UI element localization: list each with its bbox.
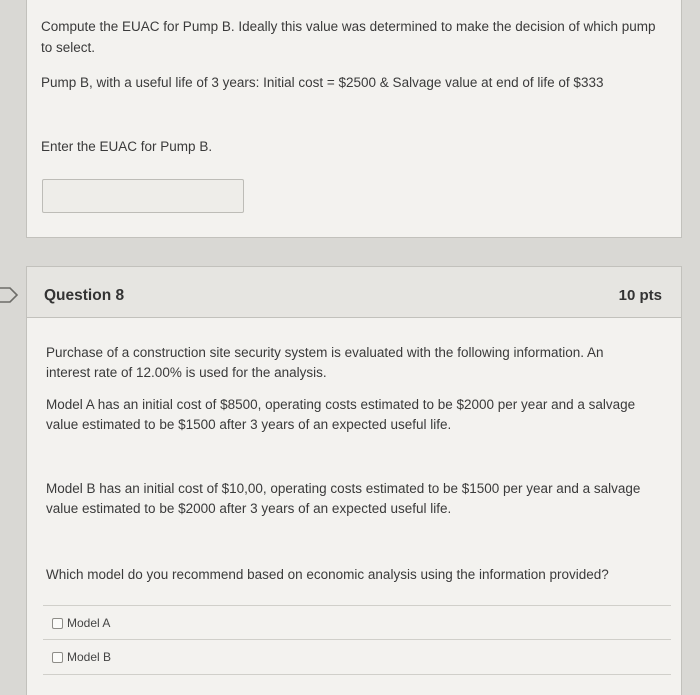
question-details: Pump B, with a useful life of 3 years: Initial cost = $2500 & Salvage value at end of life of $333	[41, 75, 604, 90]
checkbox[interactable]	[52, 618, 63, 629]
answer-prompt: Enter the EUAC for Pump B.	[41, 139, 213, 154]
divider	[43, 639, 671, 640]
current-question-flag-icon	[0, 287, 20, 303]
model-b-description: Model B has an initial cost of $10,00, operating costs estimated to be $1500 per year and a salvage value estimated to be $2000 after 3 years of an expected useful life.	[46, 481, 641, 516]
question-header	[27, 267, 681, 318]
option-label: Model B	[67, 650, 112, 664]
question-points: 10 pts	[618, 287, 662, 304]
question-ask: Which model do you recommend based on economic analysis using the information provided?	[46, 567, 609, 582]
question-title: Question 8	[44, 287, 125, 304]
question-8-card	[26, 266, 682, 695]
question-text: Compute the EUAC for Pump B. Ideally this value was determined to make the decision of which pump to select.	[41, 19, 656, 55]
divider	[43, 605, 671, 606]
euac-answer-input[interactable]	[43, 180, 243, 212]
checkbox[interactable]	[52, 652, 63, 663]
question-intro: Purchase of a construction site security system is evaluated with the following information. An interest rate of 12.00% is used for the analysis.	[46, 345, 604, 380]
model-a-description: Model A has an initial cost of $8500, operating costs estimated to be $2000 per year and a salvage value estimated to be $1500 after 3 years of an expected useful life.	[46, 397, 636, 432]
divider	[43, 674, 671, 675]
previous-question-card	[26, 0, 682, 238]
euac-answer-field[interactable]	[42, 179, 244, 213]
option-model-a[interactable]	[52, 616, 110, 630]
option-model-b[interactable]	[52, 650, 111, 664]
option-label: Model A	[67, 616, 111, 630]
